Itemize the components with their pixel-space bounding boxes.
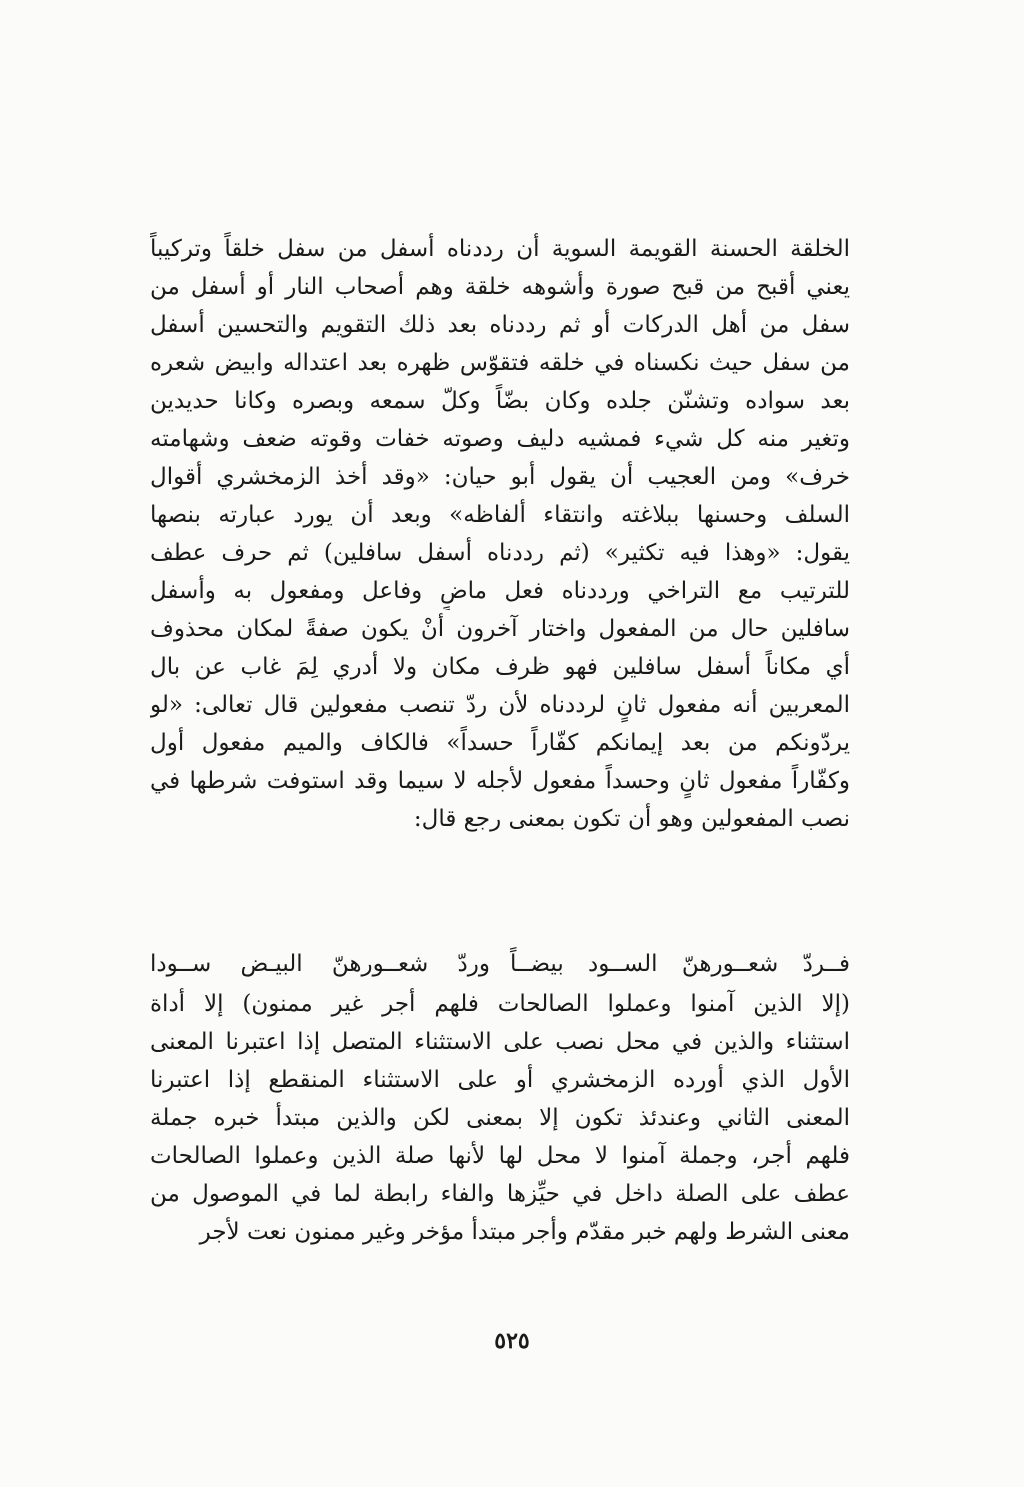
text-line: سفل من أهل الدركات أو ثم رددناه بعد ذلك التقويم والتحسين أسفل: [150, 312, 850, 338]
text-line: يعني أقبح من قبح صورة وأشوهه خلقة وهم أصحاب النار أو أسفل من: [150, 274, 850, 300]
poem-second-hemistich: وردّ شعــورهنّ البيـض ســودا: [150, 951, 490, 977]
text-line: (إلا الذين آمنوا وعملوا الصالحات فلهم أجر غير ممنون) إلا أداة: [150, 991, 850, 1017]
page-number: ٥٢٥: [494, 1328, 530, 1354]
text-line: يردّونكم من بعد إيمانكم كفّاراً حسداً» فالكاف والميم مفعول أول: [150, 730, 850, 756]
poem-verse: [150, 942, 850, 986]
text-line: عطف على الصلة داخل في حيِّزها والفاء رابطة لما في الموصول من: [150, 1181, 850, 1207]
paragraph-commentary: [150, 230, 850, 838]
text-line: سافلين حال من المفعول واختار آخرون أنْ يكون صفةً لمكان محذوف: [150, 616, 850, 642]
text-line: المعنى الثاني وعندئذ تكون إلا بمعنى لكن والذين مبتدأ خبره جملة: [150, 1105, 850, 1131]
text-line: للترتيب مع التراخي ورددناه فعل ماضٍ وفاعل ومفعول به وأسفل: [150, 578, 850, 604]
text-line: أي مكاناً أسفل سافلين فهو ظرف مكان ولا أدري لِمَ غاب عن بال: [150, 654, 850, 680]
poem-first-hemistich: فــردّ شعــورهنّ الســود بيضــاً: [510, 951, 850, 977]
text-line: المعربين أنه مفعول ثانٍ لرددناه لأن ردّ تنصب مفعولين قال تعالى: «لو: [150, 692, 850, 718]
text-line: السلف وحسنها ببلاغته وانتقاء ألفاظه» وبعد أن يورد عبارته بنصها: [150, 502, 850, 528]
text-line: فلهم أجر، وجملة آمنوا لا محل لها لأنها صلة الذين وعملوا الصالحات: [150, 1143, 850, 1169]
text-line: من سفل حيث نكسناه في خلقه فتقوّس ظهره بعد اعتداله وابيض شعره: [150, 350, 850, 376]
paragraph-grammar: [150, 985, 850, 1251]
text-line: الخلقة الحسنة القويمة السوية أن رددناه أسفل من سفل خلقاً وتركيباً: [150, 236, 850, 262]
text-line: معنى الشرط ولهم خبر مقدّم وأجر مبتدأ مؤخر وغير ممنون نعت لأجر: [199, 1219, 850, 1245]
text-line: نصب المفعولين وهو أن تكون بمعنى رجع قال:: [413, 806, 850, 832]
text-line: يقول: «وهذا فيه تكثير» (ثم رددناه أسفل سافلين) ثم حرف عطف: [150, 540, 850, 566]
text-line: وتغير منه كل شيء فمشيه دليف وصوته خفات وقوته ضعف وشهامته: [150, 426, 850, 452]
text-line: بعد سواده وتشنّن جلده وكان بضّاً وكلّ سمعه وبصره وكانا حديدين: [150, 388, 850, 414]
text-line: استثناء والذين في محل نصب على الاستثناء المتصل إذا اعتبرنا المعنى: [150, 1029, 850, 1055]
text-line: خرف» ومن العجيب أن يقول أبو حيان: «وقد أخذ الزمخشري أقوال: [150, 464, 850, 490]
text-line: الأول الذي أورده الزمخشري أو على الاستثناء المنقطع إذا اعتبرنا: [150, 1067, 850, 1093]
text-line: وكفّاراً مفعول ثانٍ وحسداً مفعول لأجله لا سيما وقد استوفت شرطها في: [150, 768, 850, 794]
